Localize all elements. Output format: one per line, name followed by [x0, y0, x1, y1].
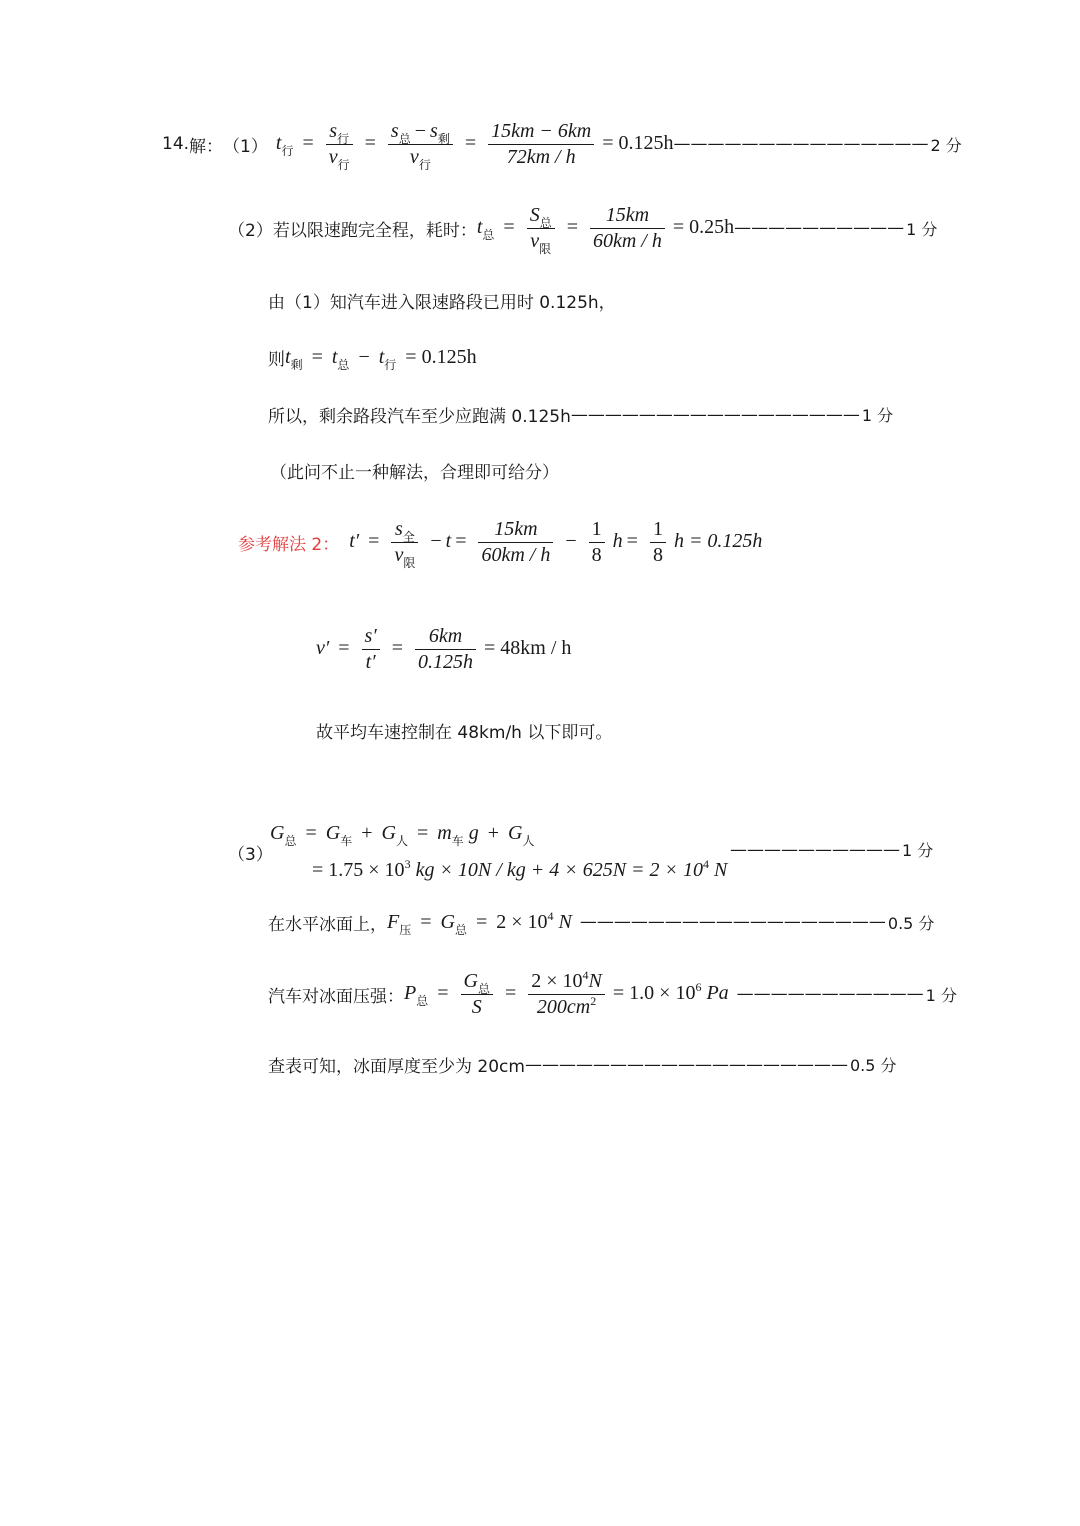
- frac-s-quan-over-v-xian: $\frac{s_全}{v_限}$: [391, 517, 418, 568]
- part2-line3: 则 $t_剩 = t_总 - t_行 = 0.125h$: [268, 345, 477, 372]
- dashes: —————————————————: [570, 404, 860, 425]
- part2-text: 若以限速跑完全程，耗时：: [272, 220, 477, 241]
- part3-label: （3）: [228, 845, 273, 865]
- score-label: 1 分: [902, 841, 934, 860]
- formula-t-sheng: $t_剩 = t_总 - t_行 = 0.125h$: [285, 345, 477, 372]
- solve-label: 解：: [189, 136, 224, 157]
- frac-one-eighth: $\frac{1}{8}$: [589, 517, 605, 568]
- frac-numeric-4: $\frac{6km}{0.125h}$: [415, 624, 476, 675]
- part3-line2: 在水平冰面上， $F_压 = G_总 = 2 \times 10^4$ N —————————————————— 0.5 分: [268, 908, 935, 937]
- formula-G-zong: $G_总 = G_车 + G_人 = m_车$ $g + G_人$: [270, 821, 535, 848]
- dashes: ———————————————: [673, 134, 929, 154]
- part1-label: （1）: [223, 136, 268, 157]
- frac-S-over-v-xian: $\frac{S_总}{v_限}$: [527, 203, 555, 254]
- formula-P-zong: $P_总$ = $\frac{G_总}{S}$ = $\frac{2 \times 10^4N}{200cm^2}$ = $1.0 \times 10^6$ Pa: [404, 967, 729, 1018]
- score-label: 0.5 分: [887, 913, 935, 933]
- score-label: 0.5 分: [849, 1056, 897, 1075]
- frac-one-eighth-2: $\frac{1}{8}$: [650, 517, 666, 568]
- frac-force-over-area: $\frac{2 \times 10^4N}{200cm^2}$: [528, 969, 605, 1020]
- dashes: ——————————: [734, 218, 905, 238]
- part2-line4: 所以，剩余路段汽车至少应跑满 0.125h ————————————————— 1 分: [268, 404, 894, 427]
- part2-line2: 由（1）知汽车进入限速路段已用时 0.125h，: [268, 293, 616, 313]
- score-label: 2 分: [930, 135, 962, 155]
- frac-numeric-1: $\frac{15km - 6km}{72km / h}$: [488, 119, 594, 170]
- formula-t-prime: t′ = $\frac{s_全}{v_限}$ − t = $\frac{15km}{60km / h}$ − $\frac{1}{8}$ h = $\frac{1}{8}$ h = 0.125h: [349, 517, 763, 570]
- part2-line: [228, 196, 937, 260]
- part1-line: [162, 112, 962, 176]
- dashes: ——————————: [730, 839, 900, 860]
- part3-line3: 汽车对冰面压强： $P_总$ = $\frac{G_总}{S}$ = $\frac{2 \times 10^4N}{200cm^2}$ = $1.0 \times 10^6$ Pa ——————————— 1 分: [268, 967, 957, 1018]
- score-label: 1 分: [861, 406, 894, 425]
- formula-F-ya: $F_压 = G_总 = 2 \times 10^4$ N: [387, 908, 572, 937]
- frac-numeric-2: $\frac{15km}{60km / h}$: [590, 203, 665, 254]
- formula-t-zong: $t_总$ = $\frac{S_总}{v_限}$ = $\frac{15km}{60km / h}$ = 0.25h: [476, 203, 735, 256]
- frac-s-over-v: $\frac{s_行}{v_行}$: [326, 119, 353, 170]
- problem-number: 14.: [162, 134, 190, 154]
- alt-solution-line: [238, 510, 762, 574]
- formula-v-prime: v′ = $\frac{s'}{t'}$ = $\frac{6km}{0.125h}$ = 48km / h: [316, 624, 572, 673]
- score-label: 1 分: [925, 985, 957, 1005]
- frac-numeric-3: $\frac{15km}{60km / h}$: [478, 517, 553, 568]
- part2-label: （2）: [228, 220, 273, 241]
- score-label: 1 分: [906, 219, 938, 239]
- dashes: ——————————————————: [579, 912, 886, 932]
- part3-row2: [312, 855, 727, 885]
- formula-t-xing: $t_行$ = $\frac{s_行}{v_行}$ = $\frac{s_总 - s_剩}{v_行}$ = $\frac{15km - 6km}{72km / h}$ = 0.125h: [275, 119, 674, 172]
- alt-conclusion: 故平均车速控制在 48km/h 以下即可。: [316, 723, 613, 743]
- frac-G-over-S: $\frac{G_总}{S}$: [461, 969, 493, 1020]
- part3-score-line: [730, 838, 933, 861]
- dashes: ———————————: [736, 984, 924, 1004]
- part3-line4: 查表可知，冰面厚度至少为 20cm ——————————————————— 0.5 分: [268, 1054, 897, 1077]
- frac-s-diff-over-v: $\frac{s_总 - s_剩}{v_行}$: [388, 119, 453, 170]
- part2-note: （此问不止一种解法，合理即可给分）: [270, 463, 559, 483]
- formula-G-value: = $1.75 \times 10^3$ kg × 10N / kg + $4 \times 625N = 2 \times 10^4$ N: [312, 856, 728, 881]
- frac-s-prime-over-t-prime: $\frac{s'}{t'}$: [362, 624, 380, 675]
- alt-label: 参考解法 2：: [238, 534, 340, 555]
- part3-row1: [270, 818, 534, 848]
- alt-velocity-line: [316, 612, 571, 686]
- dashes: ———————————————————: [524, 1054, 848, 1075]
